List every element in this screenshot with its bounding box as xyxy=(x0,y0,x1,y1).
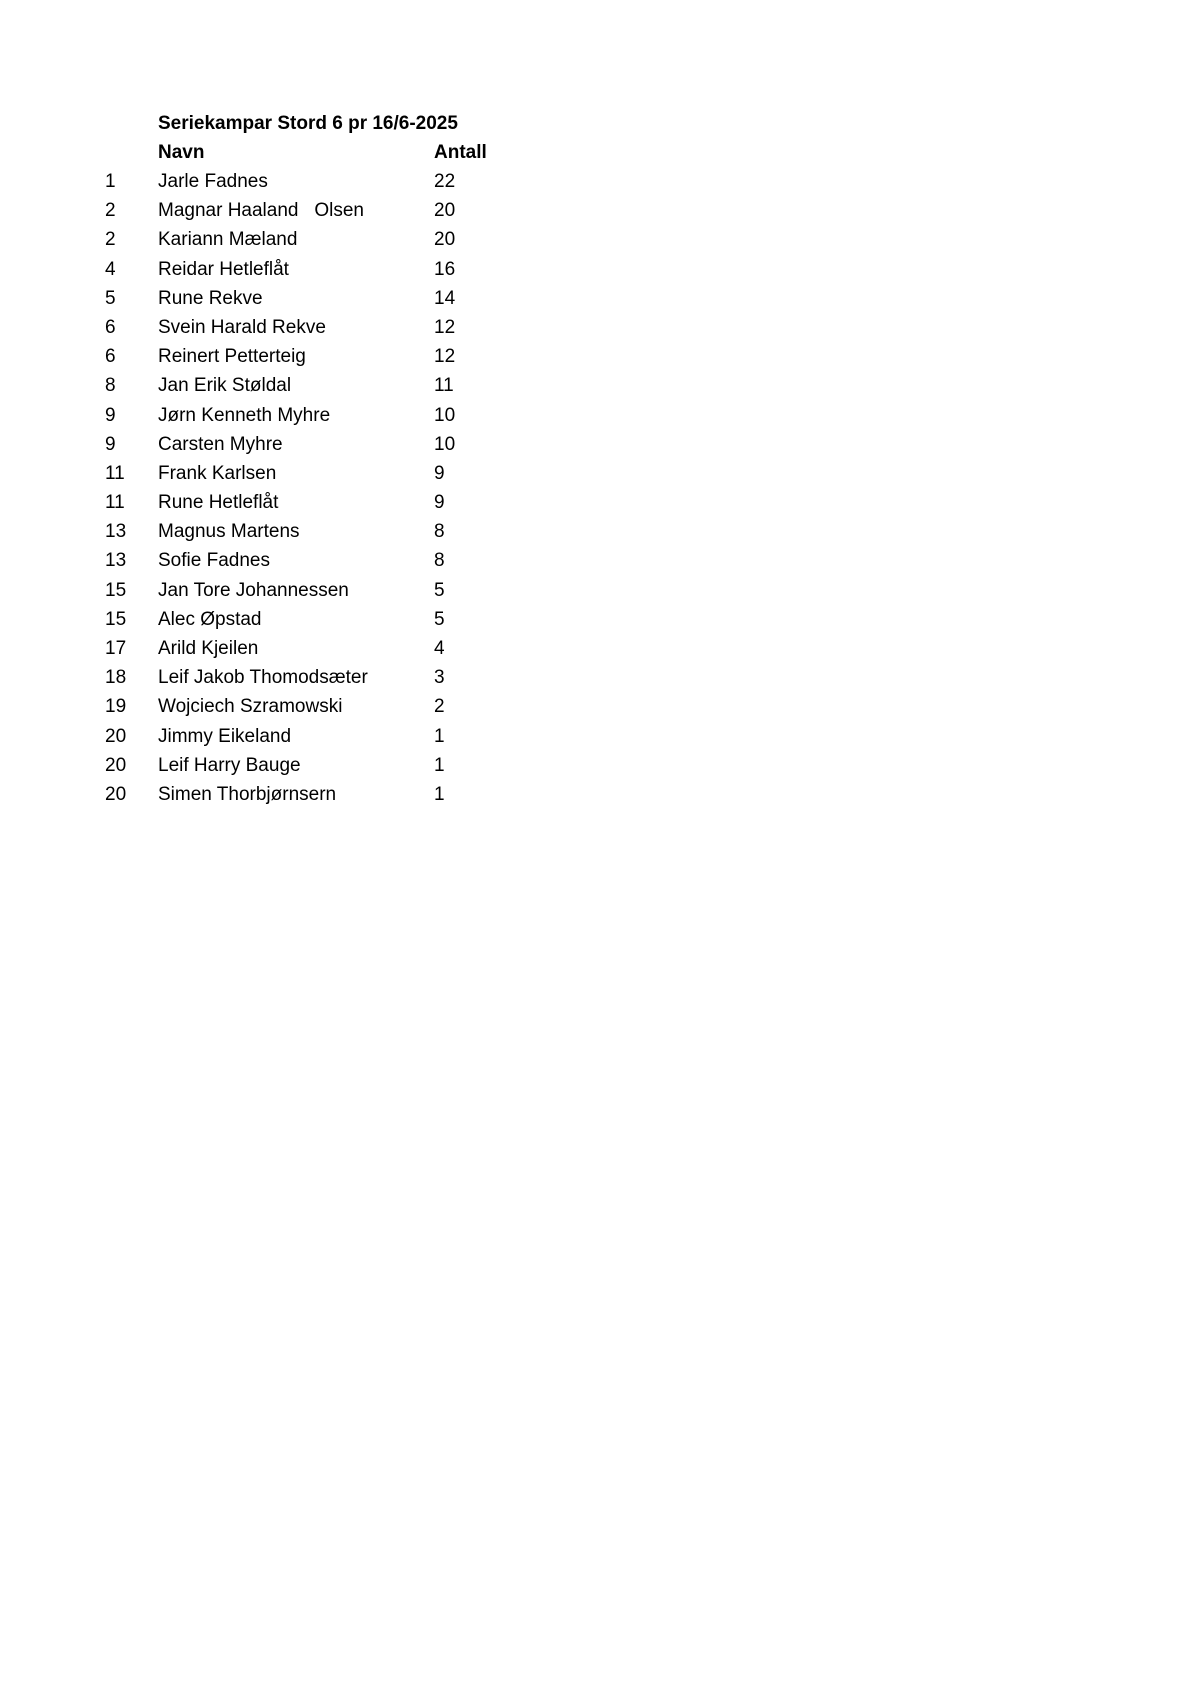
count-cell: 9 xyxy=(434,462,445,484)
rank-cell: 11 xyxy=(105,492,125,514)
table-row xyxy=(0,345,600,374)
count-cell: 14 xyxy=(434,287,456,309)
name-cell: Sofie Fadnes xyxy=(158,550,270,572)
table-row xyxy=(0,666,600,695)
count-cell: 5 xyxy=(434,579,445,601)
table-row xyxy=(0,374,600,403)
name-cell: Reidar Hetleflåt xyxy=(158,258,289,280)
name-cell: Reinert Petterteig xyxy=(158,346,306,368)
count-cell: 1 xyxy=(434,754,445,776)
name-cell: Jarle Fadnes xyxy=(158,171,268,192)
rank-cell: 6 xyxy=(105,346,116,368)
count-cell: 10 xyxy=(434,404,456,426)
table-row xyxy=(0,287,600,316)
table-row xyxy=(0,608,600,637)
count-cell: 3 xyxy=(434,667,445,689)
table-row xyxy=(0,404,600,433)
rank-cell: 17 xyxy=(105,638,127,659)
count-cell: 8 xyxy=(434,550,445,572)
count-cell: 5 xyxy=(434,608,445,630)
name-cell: Jan Tore Johannessen xyxy=(158,579,349,601)
name-cell: Simen Thorbjørnsern xyxy=(158,783,337,805)
rank-cell: 11 xyxy=(105,462,125,484)
rank-cell: 1 xyxy=(105,171,116,192)
count-cell: 11 xyxy=(434,375,454,397)
name-cell: Jan Erik Støldal xyxy=(158,375,292,397)
rank-cell: 15 xyxy=(105,608,127,630)
table-row xyxy=(0,462,600,491)
table-row xyxy=(0,754,600,783)
table-row xyxy=(0,637,600,666)
rank-cell: 18 xyxy=(105,667,127,689)
table-row xyxy=(0,491,600,520)
rank-cell: 5 xyxy=(105,287,116,309)
table-row xyxy=(0,433,600,462)
table-row xyxy=(0,579,600,608)
rank-cell: 13 xyxy=(105,550,127,572)
name-cell: Carsten Myhre xyxy=(158,433,283,455)
table-row xyxy=(0,783,600,812)
name-cell: Frank Karlsen xyxy=(158,462,277,484)
count-cell: 10 xyxy=(434,433,456,455)
name-cell: Rune Hetleflåt xyxy=(158,492,279,514)
rank-cell: 4 xyxy=(105,258,116,280)
count-cell: 12 xyxy=(434,316,456,338)
rank-cell: 9 xyxy=(105,404,116,426)
rank-cell: 20 xyxy=(105,754,127,776)
name-cell: Arild Kjeilen xyxy=(158,638,259,659)
table-row xyxy=(0,725,600,754)
table-row xyxy=(0,170,600,199)
count-cell: 1 xyxy=(434,783,445,805)
rank-cell: 15 xyxy=(105,579,127,601)
name-cell: Svein Harald Rekve xyxy=(158,316,326,338)
rank-cell: 20 xyxy=(105,783,127,805)
page-title: Seriekampar Stord 6 pr 16/6-2025 xyxy=(158,113,458,134)
ranking-table-body xyxy=(0,170,600,812)
table-row xyxy=(0,549,600,578)
name-cell: Kariann Mæland xyxy=(158,229,298,251)
count-cell: 1 xyxy=(434,725,445,747)
column-header-name: Navn xyxy=(158,142,205,163)
rank-cell: 2 xyxy=(105,229,116,251)
count-cell: 16 xyxy=(434,258,456,280)
name-cell: Rune Rekve xyxy=(158,287,263,309)
name-cell: Wojciech Szramowski xyxy=(158,696,343,718)
rank-cell: 20 xyxy=(105,725,127,747)
count-cell: 2 xyxy=(434,696,445,718)
table-row xyxy=(0,316,600,345)
count-cell: 20 xyxy=(434,229,456,251)
name-cell: Leif Harry Bauge xyxy=(158,754,301,776)
count-cell: 8 xyxy=(434,521,445,543)
rank-cell: 2 xyxy=(105,200,116,222)
rank-cell: 9 xyxy=(105,433,116,455)
name-cell: Jimmy Eikeland xyxy=(158,725,292,747)
table-row xyxy=(0,520,600,549)
name-cell: Jørn Kenneth Myhre xyxy=(158,404,331,426)
count-cell: 22 xyxy=(434,171,456,192)
name-cell: Leif Jakob Thomodsæter xyxy=(158,667,368,689)
count-cell: 12 xyxy=(434,346,456,368)
rank-cell: 8 xyxy=(105,375,116,397)
name-cell: Magnus Martens xyxy=(158,521,300,543)
column-header-count: Antall xyxy=(434,142,487,163)
name-cell: Alec Øpstad xyxy=(158,608,262,630)
count-cell: 9 xyxy=(434,492,445,514)
rank-cell: 19 xyxy=(105,696,127,718)
table-row xyxy=(0,695,600,724)
count-cell: 20 xyxy=(434,200,456,222)
count-cell: 4 xyxy=(434,638,445,659)
table-row xyxy=(0,199,600,228)
table-row xyxy=(0,228,600,257)
table-header xyxy=(0,141,600,165)
rank-cell: 6 xyxy=(105,316,116,338)
table-row xyxy=(0,258,600,287)
name-cell: Magnar Haaland Olsen xyxy=(158,200,364,222)
rank-cell: 13 xyxy=(105,521,127,543)
